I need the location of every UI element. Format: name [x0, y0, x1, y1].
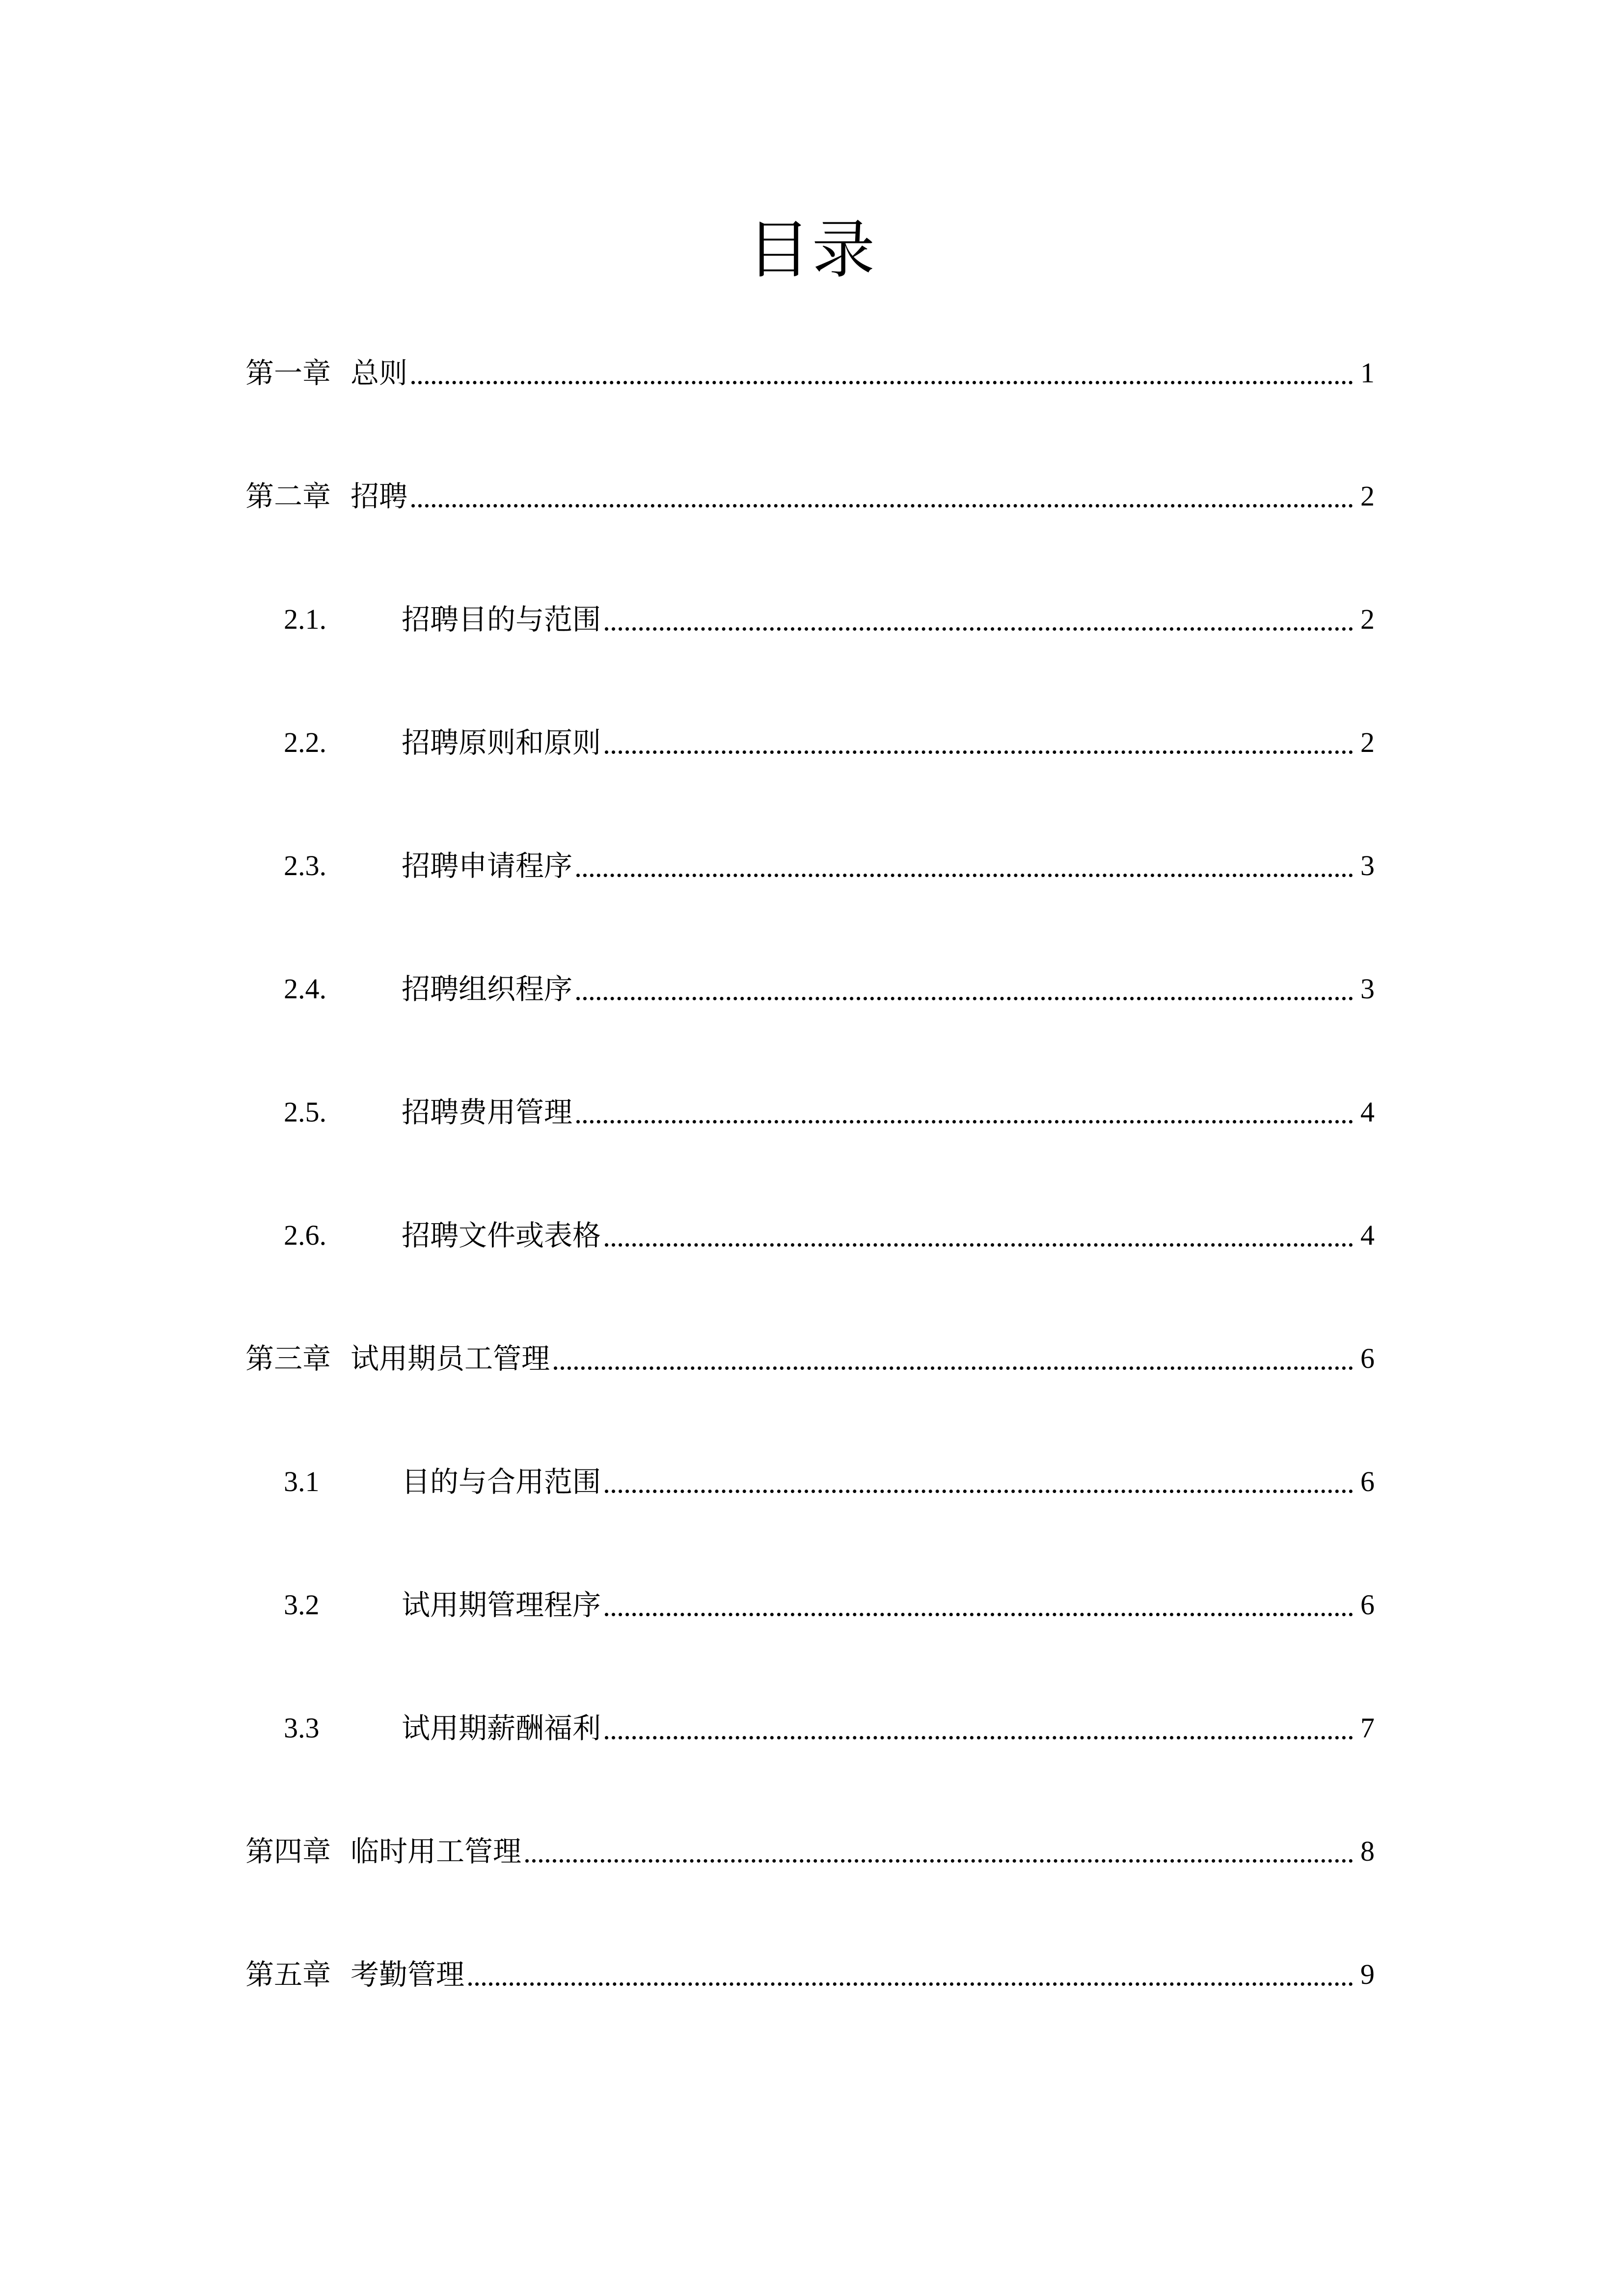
toc-entry-text: 目的与合用范围 — [402, 1465, 601, 1498]
toc-entry-text: 临时用工管理 — [351, 1835, 522, 1868]
toc-section-number: 2.5. — [284, 1096, 326, 1128]
toc-entry-chapter-5[interactable] — [245, 1952, 1375, 1997]
toc-page-number: 6 — [1360, 1466, 1375, 1497]
toc-dot-leader — [576, 1120, 1353, 1123]
toc-page-number: 1 — [1360, 357, 1375, 389]
toc-section-number: 2.3. — [284, 850, 326, 881]
toc-entry-text: 总则 — [351, 356, 408, 390]
toc-page-number: 8 — [1360, 1835, 1375, 1867]
toc-dot-leader — [605, 627, 1353, 631]
toc-entry-text: 招聘费用管理 — [402, 1095, 573, 1129]
toc-chapter-label: 第四章 — [245, 1835, 331, 1868]
toc-section-number: 3.2 — [284, 1589, 320, 1621]
toc-section-number: 2.4. — [284, 973, 326, 1005]
toc-entry-section-2-2[interactable] — [284, 721, 1375, 765]
toc-entry-section-2-6[interactable] — [284, 1213, 1375, 1257]
toc-chapter-label: 第五章 — [245, 1958, 331, 1991]
toc-dot-leader — [468, 1982, 1353, 1986]
toc-entry-chapter-4[interactable] — [245, 1829, 1375, 1873]
toc-entry-chapter-3[interactable] — [245, 1336, 1375, 1381]
toc-title: 目录 — [747, 214, 877, 287]
toc-section-number: 2.2. — [284, 726, 326, 758]
toc-page-number: 6 — [1360, 1342, 1375, 1374]
toc-entry-text: 试用期员工管理 — [351, 1342, 550, 1375]
toc-dot-leader — [605, 750, 1353, 754]
toc-entry-section-3-2[interactable] — [284, 1583, 1375, 1627]
toc-dot-leader — [605, 1613, 1353, 1616]
toc-entry-chapter-2[interactable] — [245, 474, 1375, 518]
toc-entry-text: 招聘 — [351, 480, 408, 513]
toc-chapter-label: 第二章 — [245, 480, 331, 513]
toc-page-number: 4 — [1360, 1096, 1375, 1128]
toc-entry-section-2-1[interactable] — [284, 597, 1375, 641]
toc-dot-leader — [605, 1490, 1353, 1493]
toc-page-number: 2 — [1360, 603, 1375, 635]
toc-page-number: 4 — [1360, 1219, 1375, 1251]
toc-page-number: 2 — [1360, 726, 1375, 758]
toc-entry-section-2-3[interactable] — [284, 844, 1375, 888]
toc-page-number: 6 — [1360, 1589, 1375, 1621]
toc-dot-leader — [576, 997, 1353, 1000]
toc-dot-leader — [605, 1243, 1353, 1247]
toc-page-number: 7 — [1360, 1712, 1375, 1744]
toc-page-number: 3 — [1360, 850, 1375, 881]
toc-entry-text: 考勤管理 — [351, 1958, 465, 1991]
toc-entry-text: 招聘目的与范围 — [402, 603, 601, 636]
toc-dot-leader — [605, 1736, 1353, 1739]
toc-entry-chapter-1[interactable] — [245, 351, 1375, 395]
toc-entry-text: 招聘文件或表格 — [402, 1219, 601, 1252]
toc-section-number: 2.1. — [284, 603, 326, 635]
toc-page-number: 3 — [1360, 973, 1375, 1005]
toc-page-number: 2 — [1360, 480, 1375, 512]
toc-chapter-label: 第一章 — [245, 356, 331, 390]
toc-entry-text: 招聘组织程序 — [402, 972, 573, 1006]
toc-dot-leader — [576, 874, 1353, 877]
toc-entry-text: 招聘申请程序 — [402, 849, 573, 882]
toc-section-number: 2.6. — [284, 1219, 326, 1251]
toc-entry-section-2-5[interactable] — [284, 1090, 1375, 1134]
toc-dot-leader — [554, 1366, 1353, 1370]
toc-entry-text: 试用期管理程序 — [402, 1588, 601, 1622]
toc-entry-section-3-3[interactable] — [284, 1706, 1375, 1750]
toc-entry-section-3-1[interactable] — [284, 1460, 1375, 1504]
toc-dot-leader — [525, 1859, 1353, 1863]
toc-section-number: 3.1 — [284, 1466, 320, 1497]
toc-entry-text: 招聘原则和原则 — [402, 726, 601, 759]
toc-entry-text: 试用期薪酬福利 — [402, 1711, 601, 1745]
toc-chapter-label: 第三章 — [245, 1342, 331, 1375]
toc-dot-leader — [411, 381, 1353, 384]
toc-section-number: 3.3 — [284, 1712, 320, 1744]
toc-dot-leader — [411, 504, 1353, 507]
toc-page-number: 9 — [1360, 1958, 1375, 1990]
toc-entry-section-2-4[interactable] — [284, 967, 1375, 1011]
